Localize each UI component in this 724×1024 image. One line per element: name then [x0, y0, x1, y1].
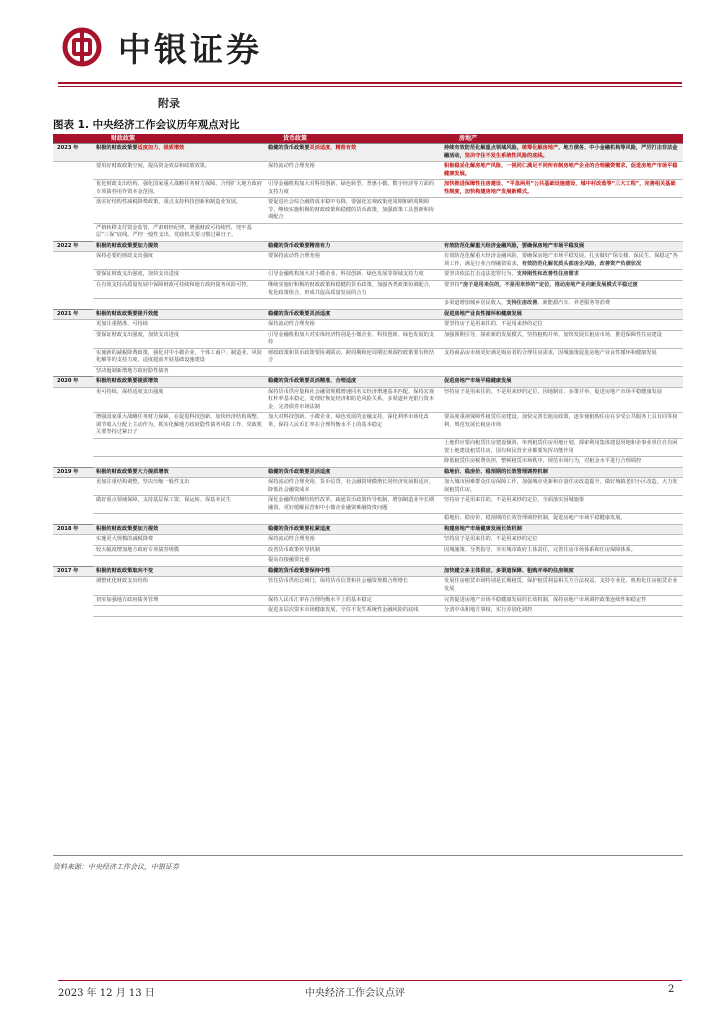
fiscal-cell — [93, 270, 265, 281]
cell-text: 增强国家重大战略任务财力保障，在促进科技创新、加快经济结构调整、调节收入分配上主动作为，抓实化解地方政府隐性债务风险工作，党政机关要坚持过紧日子 — [96, 414, 263, 436]
table-body — [53, 144, 683, 617]
table-row — [53, 223, 683, 241]
table-row — [53, 457, 683, 468]
cell-text: 有效防范化解重大经济金融风险，要确保房地产市场平稳发展，扎实做好“保交楼、保民生、保稳定”各项工作，满足行业合理融资需求， — [444, 253, 678, 267]
real-estate-cell — [441, 606, 683, 617]
year-label: 2017 年 — [53, 566, 93, 577]
year-group-row — [53, 566, 683, 577]
cell-text: 继续实施好积极的财政政策和稳健的货币政策，加强各类政策协调配合，优化政策组合，形成共促高质量发展的合力 — [268, 281, 435, 296]
brand-name: 中银证券 — [118, 30, 262, 69]
real-estate-cell — [441, 180, 683, 198]
source-note: 资料来源：中央经济工作会议，中银证券 — [53, 863, 179, 871]
table-row — [53, 348, 683, 366]
fiscal-cell — [93, 252, 265, 270]
real-estate-cell — [441, 457, 683, 468]
real-estate-headline — [441, 241, 683, 252]
table-row — [53, 320, 683, 331]
real-estate-cell — [441, 439, 683, 457]
cell-text: 发展住房租赁市场特别是长期租赁，保护租赁利益相关方合法权益，支持专业化、机构化住房租赁企业发展 — [444, 578, 678, 592]
year-spacer — [53, 387, 93, 413]
cell-text: 促进房地产市场平稳健康发展 — [444, 378, 512, 385]
real-estate-cell — [441, 366, 683, 377]
year-spacer — [53, 457, 93, 468]
year-spacer — [53, 606, 93, 617]
real-estate-cell — [441, 535, 683, 546]
cell-text: 促进多层次资本市场健康发展，守住不发生系统性金融风险的底线 — [268, 607, 419, 614]
cell-text: 更加注重结构调整，坚决压缩一般性支出 — [96, 479, 190, 486]
year-group-row — [53, 524, 683, 535]
table-header-row — [53, 134, 683, 144]
monetary-cell — [265, 252, 441, 270]
year-spacer — [53, 366, 93, 377]
cell-text: 保持货币供应量和社会融资规模增速同名义经济增速基本匹配，保持宏观杠杆率基本稳定，处理好恢复经济和防范风险关系，多渠道补充银行资本金，完善债券市场法制 — [268, 388, 435, 410]
fiscal-cell — [93, 320, 265, 331]
cell-text: 稳健的货币政策要灵活精准、合理适度 — [268, 378, 357, 385]
monetary-cell — [265, 545, 441, 556]
cell-text: 因城施策、分类指导，夯实城市政府主体责任，完善住房市场体系和住房保障体系。 — [444, 546, 636, 553]
highlighted-text: 积极稳妥化解房地产风险，一视同仁满足不同所有制房地产企业的合理融资需求，促进房地产市场平稳健康发展。 — [444, 163, 678, 177]
monetary-cell — [265, 577, 441, 595]
real-estate-cell — [441, 556, 683, 567]
cell-text: 土地供应要向租赁住房建设倾斜，单列租赁住房用地计划，探索利用集体建设用地和企事业单位自有闲置土地建设租赁住房，国有和民营企业都要发挥功能作用 — [444, 440, 678, 454]
year-spacer — [53, 180, 93, 198]
cell-text: 稳健的货币政策要精准有力 — [268, 242, 331, 249]
monetary-cell — [265, 270, 441, 281]
cell-text: 保持流动性合理充裕 — [268, 163, 315, 170]
cell-text: 、新能源汽车、养老服务等消费 — [537, 300, 611, 307]
table-row — [53, 478, 683, 496]
fiscal-cell — [93, 223, 265, 241]
year-spacer — [53, 496, 93, 514]
year-spacer — [53, 545, 93, 556]
fiscal-cell — [93, 478, 265, 496]
cell-text: 坚持房子是用来住的、不是用来炒的定位，全面落实因城施策 — [444, 497, 585, 504]
monetary-cell — [265, 180, 441, 198]
fiscal-cell — [93, 457, 265, 468]
cell-text: 构建房地产市场健康发展长效机制 — [444, 525, 522, 532]
table-row — [53, 595, 683, 606]
fiscal-cell — [93, 366, 265, 377]
fiscal-cell — [93, 180, 265, 198]
real-estate-cell — [441, 496, 683, 514]
real-estate-cell — [441, 577, 683, 595]
monetary-headline — [265, 144, 441, 162]
emphasized-text: “房子是用来住的，不是用来炒的”定位，推动房地产业向新发展模式平稳过渡 — [459, 281, 638, 288]
real-estate-cell — [441, 387, 683, 413]
cell-text: 支持商品房市场更好满足购房者的合理住房需求，因城施策促进房地产业良性循环和健康发展 — [444, 349, 657, 356]
fiscal-headline — [93, 144, 265, 162]
cell-text: 更可持续，保持适度支出强度 — [96, 388, 164, 395]
table-row — [53, 577, 683, 595]
cell-text: 多渠道增加城乡居民收入， — [444, 300, 507, 307]
monetary-cell — [265, 535, 441, 546]
monetary-cell — [265, 595, 441, 606]
monetary-headline — [265, 241, 441, 252]
column-header-monetary: 货币政策 — [265, 134, 441, 144]
table-row — [53, 514, 683, 525]
real-estate-cell — [441, 514, 683, 525]
fiscal-cell — [93, 496, 265, 514]
cell-text: 稳健的货币政策要灵活适度 — [268, 310, 331, 317]
cell-text: 在有效支持高质量发展中保障财政可持续和地方政府债务风险可控。 — [96, 281, 252, 288]
cell-text: 加强预期引导，探索新的发展模式，坚持租购并举，加快发展长租房市场，推进保障性住房建设 — [444, 331, 662, 338]
year-spacer — [53, 198, 93, 224]
year-spacer — [53, 252, 93, 270]
cell-text: 完善促进房地产市场平稳健康发展的长效机制，保持房地产市场调控政策连续性和稳定性 — [444, 596, 647, 603]
highlighted-text: 坚决守住不发生系统性风险的底线。 — [464, 152, 548, 159]
emphasized-text: 有效防范化解优质头部房企风险，改善资产负债状况 — [521, 260, 642, 267]
real-estate-headline — [441, 524, 683, 535]
cell-text: 坚决遏制新增地方政府隐性债务 — [96, 367, 169, 374]
cell-text: 严格转移支付资金监管，严肃财经纪律。增强财政可持续性，兜牢基层“三保”底线。严控一般性支出。党政机关要习惯过紧日子。 — [96, 224, 252, 239]
real-estate-cell — [441, 299, 683, 310]
monetary-headline — [265, 309, 441, 320]
header-divider-thin — [58, 86, 682, 87]
source-divider — [53, 855, 683, 856]
cell-text: 提高直接融资比重 — [268, 557, 310, 564]
cell-text: 要保证财政支出强度，加快支出进度 — [96, 271, 180, 278]
year-group-row — [53, 467, 683, 478]
policy-comparison-table — [53, 134, 683, 617]
table-row — [53, 413, 683, 439]
monetary-cell — [265, 162, 441, 180]
cell-text: 要保证财政支出强度，加快支出进度 — [96, 331, 180, 338]
cell-text: 积极的财政政策要加力提效 — [96, 525, 159, 532]
cell-text: 调整优化财政支出结构 — [96, 578, 148, 585]
cell-text: 分清中央和地方事权，实行差别化调控 — [444, 607, 533, 614]
column-header-year — [53, 134, 93, 144]
cell-text: 加大城市困难群众住房保障工作，加强城市更新和存量住房改造提升，做好城镇老旧小区改造，大力发展租赁住房。 — [444, 479, 678, 493]
year-group-row — [53, 144, 683, 162]
cell-text: 引导金融机构加大对小微企业、科技创新、绿色发展等领域支持力度 — [268, 271, 424, 278]
fiscal-cell — [93, 439, 265, 457]
year-spacer — [53, 439, 93, 457]
cell-text: 稳地价、稳房价、稳预期的长效管理调控机制 — [444, 468, 548, 475]
table-row — [53, 198, 683, 224]
table-row — [53, 496, 683, 514]
cell-text: 要促进社会综合融资成本稳中有降，要强化宏观政策逆周期和跨周期调节，继续实施积极的财政政策和稳健的货币政策，加强政策工具创新和协调配合 — [268, 199, 435, 221]
year-spacer — [53, 556, 93, 567]
fiscal-headline — [93, 309, 265, 320]
monetary-cell — [265, 299, 441, 310]
year-label: 2019 年 — [53, 467, 93, 478]
fiscal-cell — [93, 299, 265, 310]
real-estate-headline — [441, 309, 683, 320]
year-spacer — [53, 320, 93, 331]
fiscal-cell — [93, 577, 265, 595]
fiscal-headline — [93, 241, 265, 252]
cell-text: 要坚持房子是用来住的、不是用来炒的定位 — [444, 321, 543, 328]
year-group-row — [53, 377, 683, 388]
cell-text: 积极的财政政策要大力提质增效 — [96, 468, 169, 475]
cell-text: 要用好财政政策空间，提高资金效益和政策效果。 — [96, 163, 211, 170]
monetary-cell — [265, 556, 441, 567]
real-estate-cell — [441, 198, 683, 224]
table-row — [53, 535, 683, 546]
highlighted-text: 加快推进保障性住房建设、“平急两用”公共基础设施建设、城中村改造等“三大工程”，完善相关基础性制度，加快构建房地产发展新模式。 — [444, 181, 676, 195]
section-title: 附录 — [158, 97, 180, 110]
real-estate-headline — [441, 377, 683, 388]
fiscal-cell — [93, 413, 265, 439]
year-spacer — [53, 595, 93, 606]
cell-text: 积极的财政政策要加力提效 — [96, 242, 159, 249]
cell-text: 落实好结构性减税降费政策，重点支持科技创新和制造业发展。 — [96, 199, 242, 206]
monetary-cell — [265, 606, 441, 617]
year-spacer — [53, 223, 93, 241]
real-estate-headline — [441, 467, 683, 478]
cell-text: 保持流动性合理充裕，货币信贷、社会融资规模增长同经济发展相适应，降低社会融资成本 — [268, 479, 435, 493]
year-spacer — [53, 348, 93, 366]
cell-text: 深化金融供给侧结构性改革，疏通货币政策传导机制，增加制造业中长期融资，更好缓解民营和中小微企业融资难融资贵问题 — [268, 497, 435, 511]
footer-divider — [58, 980, 682, 981]
table-row — [53, 606, 683, 617]
real-estate-cell — [441, 280, 683, 298]
year-label: 2020 年 — [53, 377, 93, 388]
fiscal-cell — [93, 198, 265, 224]
figure-title: 图表 1. 中央经济工作会议历年观点对比 — [53, 119, 240, 131]
cell-text: 持续有效防范化解重点领域风险。 — [444, 145, 522, 151]
monetary-cell — [265, 348, 441, 366]
highlighted-text: 统筹化解房地产 — [521, 145, 559, 151]
footer-date: 2023 年 12 月 13 日 — [58, 988, 155, 999]
cell-text: 要坚决依法打击违法犯罪行为， — [444, 271, 517, 278]
highlighted-text: 灵活适度、精准有效 — [309, 145, 357, 151]
real-estate-cell — [441, 478, 683, 496]
cell-text: 保持流动性合理充裕 — [268, 536, 315, 543]
year-spacer — [53, 280, 93, 298]
cell-text: 稳健的货币政策要灵活适度 — [268, 468, 331, 475]
monetary-headline — [265, 566, 441, 577]
year-label: 2022 年 — [53, 241, 93, 252]
cell-text: 积极的财政政策要提升效能 — [96, 310, 159, 317]
year-label: 2018 年 — [53, 524, 93, 535]
monetary-cell — [265, 413, 441, 439]
monetary-cell — [265, 223, 441, 241]
fiscal-cell — [93, 330, 265, 348]
footer-title: 中央经济工作会议点评 — [305, 988, 405, 999]
fiscal-cell — [93, 387, 265, 413]
cell-text: 保持人民币汇率在合理均衡水平上的基本稳定 — [268, 596, 372, 603]
monetary-cell — [265, 320, 441, 331]
cell-text: 保持流动性合理充裕 — [268, 321, 315, 328]
real-estate-cell — [441, 413, 683, 439]
cell-text: 降低租赁住房税费负担，整顿租赁市场秩序，规范市场行为，对租金水平进行合理调控 — [444, 458, 642, 465]
cell-text: 加快建立多主体供应、多渠道保障、租购并举的住房制度 — [444, 567, 574, 574]
header-divider — [58, 82, 682, 84]
cell-text: 稳健的货币政策要 — [268, 145, 310, 151]
year-spacer — [53, 162, 93, 180]
fiscal-headline — [93, 566, 265, 577]
monetary-cell — [265, 457, 441, 468]
cell-text: 要高度重视保障性租赁住房建设，加快完善长租房政策，逐步使租购住房在享受公共服务上具有同等权利，规范发展长租房市场 — [444, 414, 678, 428]
monetary-cell — [265, 198, 441, 224]
fiscal-cell — [93, 595, 265, 606]
real-estate-cell — [441, 270, 683, 281]
monetary-headline — [265, 467, 441, 478]
real-estate-cell — [441, 545, 683, 556]
fiscal-headline — [93, 377, 265, 388]
fiscal-cell — [93, 545, 265, 556]
cell-text: 积极的财政政策要提质增效 — [96, 378, 159, 385]
cell-text: 更加注重精准、可持续 — [96, 321, 148, 328]
emphasized-text: 支持刚性和改善性住房需求 — [516, 271, 579, 278]
year-group-row — [53, 241, 683, 252]
cell-text: 坚持房子是用来住的、不是用来炒的定位，因地制宜、多策并举，促进房地产市场平稳健康发展 — [444, 388, 662, 395]
column-header-real-estate: 房地产 — [441, 134, 683, 144]
cell-text: 实施新的减税降费政策，强化对中小微企业、个体工商户、制造业、风险化解等的支持力度，适度超前开展基础设施建设 — [96, 349, 263, 364]
year-spacer — [53, 330, 93, 348]
fiscal-cell — [93, 280, 265, 298]
year-spacer — [53, 270, 93, 281]
table-row — [53, 180, 683, 198]
cell-text: 稳健的货币政策要保持中性 — [268, 567, 331, 574]
bank-of-china-logo-icon — [62, 27, 102, 67]
year-spacer — [53, 514, 93, 525]
table-row — [53, 330, 683, 348]
cell-text: 稳健的货币政策要松紧适度 — [268, 525, 331, 532]
cell-text: 管住货币供给总闸门，保持货币信贷和社会融资规模合理增长 — [268, 578, 409, 585]
table-row — [53, 299, 683, 310]
table-row — [53, 162, 683, 180]
cell-text: 要坚持 — [444, 281, 460, 288]
monetary-headline — [265, 524, 441, 535]
cell-text: 促进房地产业良性循环和健康发展 — [444, 310, 522, 317]
emphasized-text: 支持住房改善 — [506, 300, 538, 307]
cell-text: 较大幅度增加地方政府专项债券规模 — [96, 546, 180, 553]
year-spacer — [53, 535, 93, 546]
monetary-cell — [265, 387, 441, 413]
table-row — [53, 387, 683, 413]
cell-text: 、地方债务、中小金融机构等风险，严厉打击非法金融活动， — [444, 145, 678, 159]
cell-text: 引导金融机构加大对实体经济特别是小微企业、科技创新、绿色发展的支持 — [268, 331, 435, 346]
real-estate-headline — [441, 566, 683, 577]
fiscal-cell — [93, 535, 265, 546]
fiscal-cell — [93, 162, 265, 180]
cell-text: 切实加强地方政府债务管理 — [96, 596, 159, 603]
table-row — [53, 280, 683, 298]
fiscal-cell — [93, 556, 265, 567]
fiscal-headline — [93, 524, 265, 535]
monetary-cell — [265, 439, 441, 457]
year-spacer — [53, 577, 93, 595]
cell-text: 改善货币政策传导机制 — [268, 546, 320, 553]
real-estate-cell — [441, 252, 683, 270]
cell-text: 引导金融机构加大对科技创新、绿色转型、普惠小微、数字经济等方面的支持力度 — [268, 181, 435, 195]
real-estate-cell — [441, 330, 683, 348]
cell-text: 稳地价、稳房价、稳预期的长效管理调控机制，促进房地产市场平稳健康发展。 — [444, 515, 626, 522]
cell-text: 积极的财政政策取向不变 — [96, 567, 154, 574]
cell-text: 实施更大规模的减税降费 — [96, 536, 154, 543]
page-number: 2 — [668, 984, 675, 995]
highlighted-text: 适度加力、提质增效 — [137, 145, 185, 151]
table-row — [53, 270, 683, 281]
year-label: 2023 年 — [53, 144, 93, 162]
monetary-cell — [265, 496, 441, 514]
real-estate-cell — [441, 223, 683, 241]
real-estate-cell — [441, 348, 683, 366]
cell-text: 优化财政支出结构，强化国家重大战略任务财力保障。合理扩大地方政府专项债券用作资本金范围。 — [96, 181, 263, 195]
real-estate-cell — [441, 162, 683, 180]
cell-text: 财政政策和货币政策要协调联动，跨周期和逆周期宏观调控政策要有机结合 — [268, 349, 435, 364]
cell-text: 要保持流动性合理充裕 — [268, 253, 320, 260]
year-group-row — [53, 309, 683, 320]
cell-text: 加大对科技创新、小微企业、绿色发展的金融支持，深化利率市场化改革，保持人民币汇率在合理均衡水平上的基本稳定 — [268, 414, 429, 428]
table-row — [53, 366, 683, 377]
table-row — [53, 439, 683, 457]
real-estate-cell — [441, 320, 683, 331]
monetary-headline — [265, 377, 441, 388]
year-spacer — [53, 413, 93, 439]
year-spacer — [53, 299, 93, 310]
cell-text: 做好重点领域保障，支持基层保工资、保运转、保基本民生 — [96, 497, 231, 504]
fiscal-cell — [93, 606, 265, 617]
monetary-cell — [265, 478, 441, 496]
fiscal-cell — [93, 348, 265, 366]
monetary-cell — [265, 280, 441, 298]
cell-text: 坚持房子是用来住的、不是用来炒的定位 — [444, 536, 538, 543]
real-estate-cell — [441, 595, 683, 606]
report-header — [0, 0, 724, 86]
cell-text: 保持必要的财政支出强度 — [96, 253, 154, 260]
table-row — [53, 556, 683, 567]
year-label: 2021 年 — [53, 309, 93, 320]
real-estate-headline — [441, 144, 683, 162]
monetary-cell — [265, 514, 441, 525]
cell-text: 有效防范化解重大经济金融风险，要确保房地产市场平稳发展 — [444, 242, 585, 249]
cell-text: 积极的财政政策要 — [96, 145, 138, 151]
fiscal-cell — [93, 514, 265, 525]
fiscal-headline — [93, 467, 265, 478]
monetary-cell — [265, 330, 441, 348]
table-row — [53, 252, 683, 270]
column-header-fiscal: 财政政策 — [93, 134, 265, 144]
year-spacer — [53, 478, 93, 496]
table-row — [53, 545, 683, 556]
monetary-cell — [265, 366, 441, 377]
